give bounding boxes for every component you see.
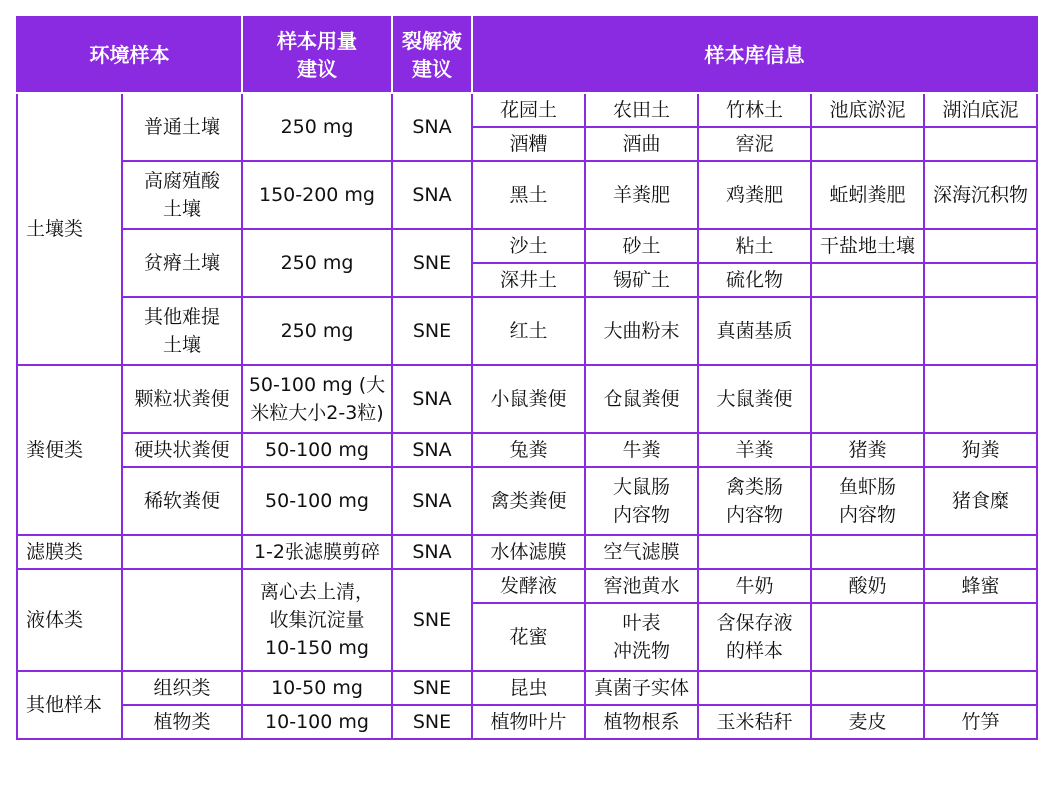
- library-cell: 池底淤泥: [811, 93, 924, 127]
- category-cell: 粪便类: [17, 365, 122, 535]
- library-cell: 硫化物: [698, 263, 811, 297]
- table-row: [17, 705, 1037, 739]
- library-cell: 鸡粪肥: [698, 161, 811, 229]
- lysis-cell: SNE: [392, 297, 472, 365]
- category-cell: 土壤类: [17, 93, 122, 365]
- library-cell: 竹笋: [924, 705, 1037, 739]
- library-cell: 空气滤膜: [585, 535, 698, 569]
- amount-cell: 50-100 mg: [242, 467, 392, 535]
- library-cell: 植物叶片: [472, 705, 585, 739]
- subcategory-cell: [122, 569, 242, 671]
- sample-library-table: [16, 16, 1038, 740]
- library-cell: 红土: [472, 297, 585, 365]
- table-row: [17, 161, 1037, 229]
- amount-cell: 150-200 mg: [242, 161, 392, 229]
- lysis-cell: SNA: [392, 467, 472, 535]
- library-cell: [811, 535, 924, 569]
- library-cell: 玉米秸秆: [698, 705, 811, 739]
- library-cell: [811, 365, 924, 433]
- header-lysis: 裂解液 建议: [392, 17, 472, 93]
- lysis-cell: SNE: [392, 569, 472, 671]
- lysis-cell: SNA: [392, 433, 472, 467]
- subcategory-cell: 颗粒状粪便: [122, 365, 242, 433]
- library-cell: 粘土: [698, 229, 811, 263]
- library-cell: 大鼠粪便: [698, 365, 811, 433]
- library-cell: 蜂蜜: [924, 569, 1037, 603]
- library-cell: 砂土: [585, 229, 698, 263]
- library-cell: 水体滤膜: [472, 535, 585, 569]
- lysis-cell: SNA: [392, 93, 472, 161]
- table-row: [17, 535, 1037, 569]
- library-cell: [924, 263, 1037, 297]
- library-cell: 兔粪: [472, 433, 585, 467]
- amount-cell: 1-2张滤膜剪碎: [242, 535, 392, 569]
- library-cell: 叶表 冲洗物: [585, 603, 698, 671]
- library-cell: [924, 127, 1037, 161]
- library-cell: 竹林土: [698, 93, 811, 127]
- library-cell: [698, 535, 811, 569]
- library-cell: 酸奶: [811, 569, 924, 603]
- library-cell: 深海沉积物: [924, 161, 1037, 229]
- amount-cell: 10-50 mg: [242, 671, 392, 705]
- category-cell: 液体类: [17, 569, 122, 671]
- header-library: 样本库信息: [472, 17, 1037, 93]
- subcategory-cell: 组织类: [122, 671, 242, 705]
- library-cell: 植物根系: [585, 705, 698, 739]
- table-row: [17, 467, 1037, 535]
- library-cell: [811, 127, 924, 161]
- library-cell: 羊粪: [698, 433, 811, 467]
- lysis-cell: SNA: [392, 161, 472, 229]
- lysis-cell: SNA: [392, 535, 472, 569]
- subcategory-cell: 稀软粪便: [122, 467, 242, 535]
- lysis-cell: SNE: [392, 671, 472, 705]
- library-cell: [924, 535, 1037, 569]
- table-row: [17, 93, 1037, 127]
- library-cell: 大曲粉末: [585, 297, 698, 365]
- category-cell: 其他样本: [17, 671, 122, 739]
- library-cell: 农田土: [585, 93, 698, 127]
- table-row: [17, 671, 1037, 705]
- amount-cell: 50-100 mg: [242, 433, 392, 467]
- library-cell: 禽类粪便: [472, 467, 585, 535]
- library-cell: [811, 263, 924, 297]
- subcategory-cell: [122, 535, 242, 569]
- subcategory-cell: 贫瘠土壤: [122, 229, 242, 297]
- amount-cell: 10-100 mg: [242, 705, 392, 739]
- amount-cell: 50-100 mg (大 米粒大小2-3粒): [242, 365, 392, 433]
- amount-cell: 离心去上清， 收集沉淀量 10-150 mg: [242, 569, 392, 671]
- subcategory-cell: 其他难提 土壤: [122, 297, 242, 365]
- library-cell: 大鼠肠 内容物: [585, 467, 698, 535]
- library-cell: 含保存液 的样本: [698, 603, 811, 671]
- library-cell: [924, 229, 1037, 263]
- library-cell: 小鼠粪便: [472, 365, 585, 433]
- lysis-cell: SNA: [392, 365, 472, 433]
- library-cell: 花蜜: [472, 603, 585, 671]
- category-cell: 滤膜类: [17, 535, 122, 569]
- library-cell: 真菌子实体: [585, 671, 698, 705]
- library-cell: 深井土: [472, 263, 585, 297]
- library-cell: 蚯蚓粪肥: [811, 161, 924, 229]
- library-cell: 牛粪: [585, 433, 698, 467]
- library-cell: 沙土: [472, 229, 585, 263]
- table-row: [17, 569, 1037, 603]
- library-cell: 窖池黄水: [585, 569, 698, 603]
- header-amount: 样本用量 建议: [242, 17, 392, 93]
- library-cell: 牛奶: [698, 569, 811, 603]
- table-row: [17, 229, 1037, 263]
- library-cell: [924, 671, 1037, 705]
- header-env-sample: 环境样本: [17, 17, 242, 93]
- subcategory-cell: 植物类: [122, 705, 242, 739]
- library-cell: 酒糟: [472, 127, 585, 161]
- table-row: [17, 297, 1037, 365]
- subcategory-cell: 高腐殖酸 土壤: [122, 161, 242, 229]
- library-cell: [811, 297, 924, 365]
- table-row: [17, 365, 1037, 433]
- library-cell: 羊粪肥: [585, 161, 698, 229]
- library-cell: [811, 671, 924, 705]
- library-cell: 花园土: [472, 93, 585, 127]
- library-cell: [924, 365, 1037, 433]
- subcategory-cell: 普通土壤: [122, 93, 242, 161]
- library-cell: 真菌基质: [698, 297, 811, 365]
- library-cell: [924, 603, 1037, 671]
- library-cell: 锡矿土: [585, 263, 698, 297]
- library-cell: [924, 297, 1037, 365]
- lysis-cell: SNE: [392, 229, 472, 297]
- library-cell: 干盐地土壤: [811, 229, 924, 263]
- amount-cell: 250 mg: [242, 229, 392, 297]
- library-cell: 仓鼠粪便: [585, 365, 698, 433]
- library-cell: [811, 603, 924, 671]
- library-cell: [698, 671, 811, 705]
- library-cell: 麦皮: [811, 705, 924, 739]
- library-cell: 发酵液: [472, 569, 585, 603]
- table-row: [17, 433, 1037, 467]
- library-cell: 狗粪: [924, 433, 1037, 467]
- library-cell: 窖泥: [698, 127, 811, 161]
- library-cell: 猪粪: [811, 433, 924, 467]
- library-cell: 湖泊底泥: [924, 93, 1037, 127]
- library-cell: 猪食糜: [924, 467, 1037, 535]
- subcategory-cell: 硬块状粪便: [122, 433, 242, 467]
- lysis-cell: SNE: [392, 705, 472, 739]
- library-cell: 酒曲: [585, 127, 698, 161]
- library-cell: 黑土: [472, 161, 585, 229]
- amount-cell: 250 mg: [242, 93, 392, 161]
- header-row: [17, 17, 1037, 93]
- library-cell: 禽类肠 内容物: [698, 467, 811, 535]
- library-cell: 鱼虾肠 内容物: [811, 467, 924, 535]
- library-cell: 昆虫: [472, 671, 585, 705]
- amount-cell: 250 mg: [242, 297, 392, 365]
